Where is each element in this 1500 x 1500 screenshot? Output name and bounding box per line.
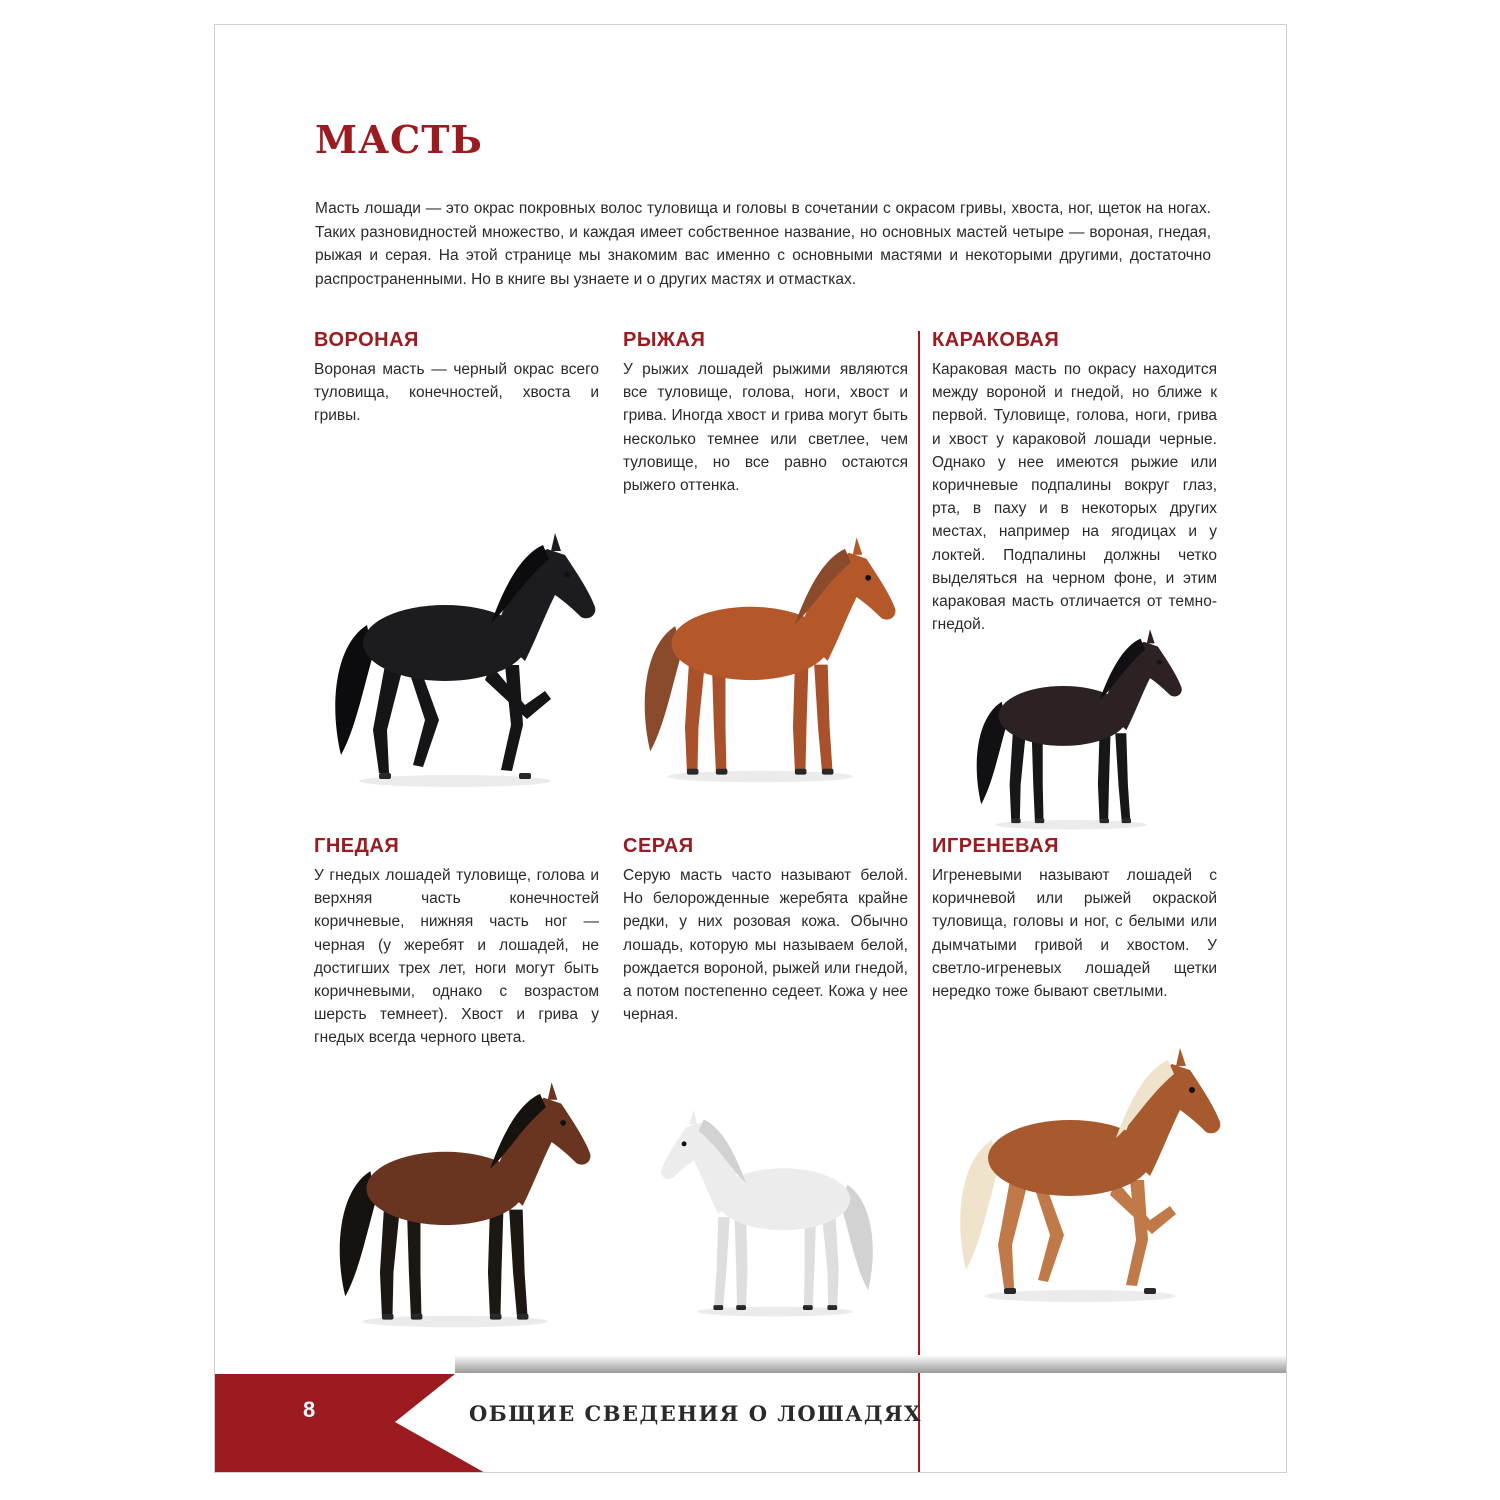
- horse-neck-head: [494, 1098, 591, 1206]
- horse-ground-shadow: [697, 1307, 853, 1317]
- fore-leg-right: [714, 1217, 729, 1307]
- horse-eye: [1189, 1087, 1195, 1093]
- breed-block-gnedaya: [314, 833, 599, 1050]
- breed-text-ryzhaya: У рыжих лошадей рыжими являются все туловище, голова, ноги, хвост и грива. Иногда хвост и грива могут быть несколько темнее или светлее, чем туловище, но все равно остаются рыжего оттенка.: [623, 361, 908, 495]
- horse-eye: [564, 572, 570, 578]
- column-divider-line: [918, 331, 920, 1473]
- dark-bay-horse-icon: [950, 615, 1220, 855]
- breed-text-gnedaya: У гнедых лошадей туловище, голова и верхняя часть конечностей коричневые, нижняя часть ног — черная (у жеребят и лошадей, не достигших трех лет, ноги могут быть коричневыми, однако с возрастом шерсть темнеет). Хвост и грива у гнедых всегда черного цвета.: [314, 867, 599, 1047]
- horse-eye: [682, 1141, 687, 1146]
- breed-block-karakovaya: [932, 327, 1217, 636]
- horse-figure: [960, 1048, 1220, 1302]
- horse-ear: [853, 537, 863, 554]
- hind-leg-right: [804, 1217, 816, 1307]
- page-title: МАСТЬ: [315, 117, 483, 162]
- breed-block-seraya: [623, 833, 908, 1026]
- fore-leg-right: [1115, 733, 1130, 820]
- black-horse-icon: [315, 505, 605, 805]
- horse-figure: [335, 533, 595, 787]
- hind-leg-left: [373, 665, 401, 773]
- hind-leg-left: [823, 1217, 839, 1307]
- horse-ear: [689, 1110, 697, 1125]
- horse-ear: [551, 533, 561, 551]
- horse-ground-shadow: [359, 775, 551, 787]
- horse-neck-head: [799, 553, 896, 661]
- horse-illustration-voronaya: [315, 505, 605, 805]
- hind-leg-right: [407, 1210, 421, 1316]
- hind-leg-left: [380, 1210, 399, 1316]
- section-title: ОБЩИЕ СВЕДЕНИЯ О ЛОШАДЯХ: [469, 1401, 922, 1426]
- horse-ear: [548, 1082, 558, 1099]
- horse-neck-head: [495, 549, 595, 661]
- hind-leg-right: [712, 665, 726, 771]
- horse-ground-shadow: [984, 1290, 1176, 1302]
- horse-ground-shadow: [995, 820, 1146, 829]
- horse-illustration-ryzhaya: [620, 520, 910, 790]
- breed-heading-igrenevaya: ИГРЕНЕВАЯ: [932, 835, 1059, 857]
- horse-ground-shadow: [668, 771, 853, 783]
- horse-figure: [340, 1082, 591, 1327]
- breed-block-voronaya: [314, 327, 599, 428]
- horse-neck-head: [1120, 1064, 1220, 1176]
- horse-ground-shadow: [363, 1316, 548, 1328]
- breed-heading-gnedaya: ГНЕДАЯ: [314, 835, 400, 857]
- hind-leg-left: [1010, 733, 1026, 820]
- book-page: [214, 24, 1287, 1473]
- column-divider: [918, 331, 920, 1473]
- intro-paragraph: Масть лошади — это окрас покровных волос туловища и головы в сочетании с окрасом гривы, хвоста, ног, щеток на ногах. Таких разновидностей множество, и каждая имеет собственное название, но основных мастей четыре — вороная, гнедая, рыжая и серая. На этой странице мы знакомим вас именно с основными мастями и некоторыми другими, достаточно распространенными. Но в книге вы узнаете и о других мастях и отмастках.: [315, 200, 1211, 288]
- horse-figure: [977, 629, 1182, 829]
- horse-figure: [645, 537, 896, 782]
- fore-leg-right: [814, 665, 832, 771]
- fore-leg-left: [793, 665, 808, 771]
- horse-neck-head: [1103, 642, 1182, 730]
- footer-red-tab: [215, 1374, 487, 1473]
- horse-ear: [1147, 629, 1155, 643]
- fore-leg-right: [509, 1210, 527, 1316]
- chestnut-horse-icon: [620, 520, 910, 790]
- breed-text-voronaya: Вороная масть — черный окрас всего туловища, конечностей, хвоста и гривы.: [314, 361, 599, 425]
- horse-illustration-gnedaya: [315, 1065, 605, 1335]
- fore-leg-left: [735, 1217, 748, 1307]
- hind-leg-left: [998, 1180, 1026, 1288]
- footer-shadow: [455, 1355, 1287, 1373]
- breed-text-seraya: Серую масть часто называют белой. Но белорожденные жеребята крайне редки, у них розовая кожа. Обычно лошадь, которую мы называем белой, рождается вороной, рыжей или гнедой, а потом постепенно седеет. Кожа у нее черная.: [623, 867, 908, 1024]
- fore-leg-left: [488, 1210, 503, 1316]
- horse-eye: [865, 575, 871, 581]
- breed-text-karakovaya: Караковая масть по окрасу находится между вороной и гнедой, но ближе к первой. Туловище, голова, ноги, грива и хвост у караковой лошади черные. Однако у нее имеются рыжие или коричневые подпалины вокруг глаз, рта, в паху и в некоторых других местах, например на ягодицах и у локтей. Подпалины должны четко выделяться на черном фоне, и этим караковая масть отличается от темно-гнедой.: [932, 361, 1217, 634]
- horse-illustration-igrenevaya: [940, 1020, 1230, 1320]
- breed-text-igrenevaya: Игреневыми называют лошадей с коричневой или рыжей окраской туловища, головы и ног, с белыми или дымчатыми гривой и хвостом. У светло-игреневых лошадей щетки нередко тоже бывают светлыми.: [932, 867, 1217, 1001]
- breed-heading-voronaya: ВОРОНАЯ: [314, 329, 419, 351]
- grey-horse-icon: [625, 1095, 905, 1335]
- breed-heading-karakovaya: КАРАКОВАЯ: [932, 329, 1060, 351]
- hind-leg-left: [685, 665, 704, 771]
- horse-ear: [1176, 1048, 1186, 1066]
- horse-figure: [661, 1110, 873, 1317]
- breed-block-ryzhaya: [623, 327, 908, 497]
- breed-heading-ryzhaya: РЫЖАЯ: [623, 329, 706, 351]
- hind-leg-right: [1032, 733, 1044, 820]
- breed-heading-seraya: СЕРАЯ: [623, 835, 694, 857]
- horse-eye: [560, 1120, 566, 1126]
- horse-illustration-seraya: [625, 1095, 905, 1335]
- horse-eye: [1157, 660, 1162, 665]
- footer-shadow-bar: [455, 1355, 1287, 1373]
- bay-horse-icon: [315, 1065, 605, 1335]
- fore-leg-left: [1098, 733, 1111, 820]
- page-number: 8: [303, 1397, 316, 1422]
- horse-neck-head: [661, 1123, 743, 1214]
- flaxen-chestnut-horse-icon: [940, 1020, 1230, 1320]
- breed-block-igrenevaya: [932, 833, 1217, 1003]
- horse-illustration-karakovaya: [950, 615, 1220, 855]
